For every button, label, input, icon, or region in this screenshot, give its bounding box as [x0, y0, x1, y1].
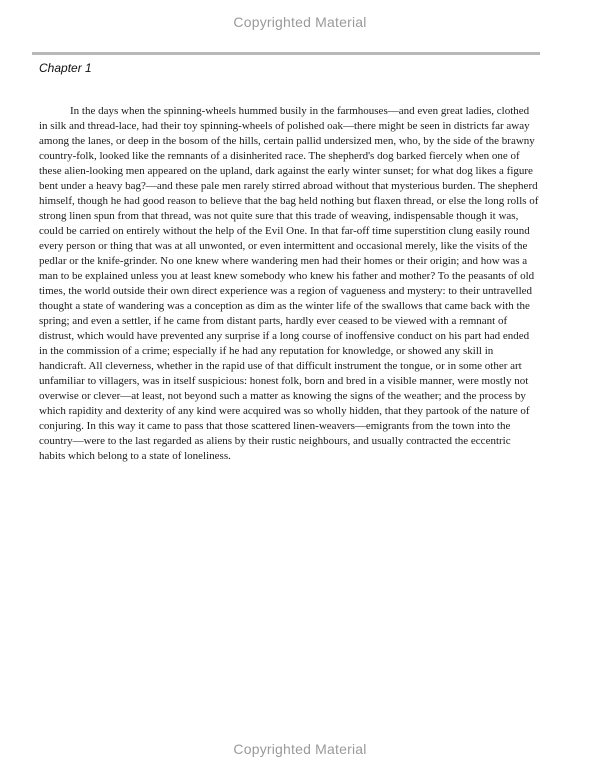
body-paragraph: In the days when the spinning-wheels hummed busily in the farmhouses—and even great ladies, clothed in silk and thread-lace, had their toy spinning-wheels of polished oak—there might be seen in districts far away among the lanes, or deep in the bosom of the hills, certain pallid undersized men, who, by the side of the brawny country-folk, looked like the remnants of a disinherited race. The shepherd's dog barked fiercely when one of these alien-looking men appeared on the upland, dark against the early winter sunset; for what dog likes a figure bent under a heavy bag?—and these pale men rarely stirred abroad without that mysterious burden. The shepherd himself, though he had good reason to believe that the bag held nothing but flaxen thread, or else the long rolls of strong linen spun from that thread, was not quite sure that this trade of weaving, indispensable though it was, could be carried on entirely without the help of the Evil One. In that far-off time superstition clung easily round every person or thing that was at all unwonted, or even intermittent and occasional merely, like the visits of the pedlar or the knife-grinder. No one knew where wandering men had their homes or their origin; and how was a man to be explained unless you at least knew somebody who knew his father and mother? To the peasants of old times, the world outside their own direct experience was a region of vagueness and mystery: to their untravelled thought a state of wandering was a conception as dim as the winter life of the swallows that came back with the spring; and even a settler, if he came from distant parts, hardly ever ceased to be viewed with a remnant of distrust, which would have prevented any surprise if a long course of inoffensive conduct on his part had ended in the commission of a crime; especially if he had any reputation for knowledge, or showed any skill in handicraft. All cleverness, whether in the rapid use of that difficult instrument the tongue, or in some other art unfamiliar to villagers, was in itself suspicious: honest folk, born and bred in a visible manner, were mostly not overwise or clever—at least, not beyond such a matter as knowing the signs of the weather; and the process by which rapidity and dexterity of any kind were acquired was so wholly hidden, that they partook of the nature of conjuring. In this way it came to pass that those scattered linen-weavers—emigrants from the town into the country—were to the last regarded as aliens by their rustic neighbours, and usually contracted the eccentric habits which belong to a state of loneliness. [39, 105, 539, 462]
copyright-watermark-bottom: Copyrighted Material [233, 741, 367, 757]
header-divider [32, 52, 540, 55]
copyright-watermark-top: Copyrighted Material [233, 14, 367, 30]
chapter-heading: Chapter 1 [39, 61, 92, 75]
